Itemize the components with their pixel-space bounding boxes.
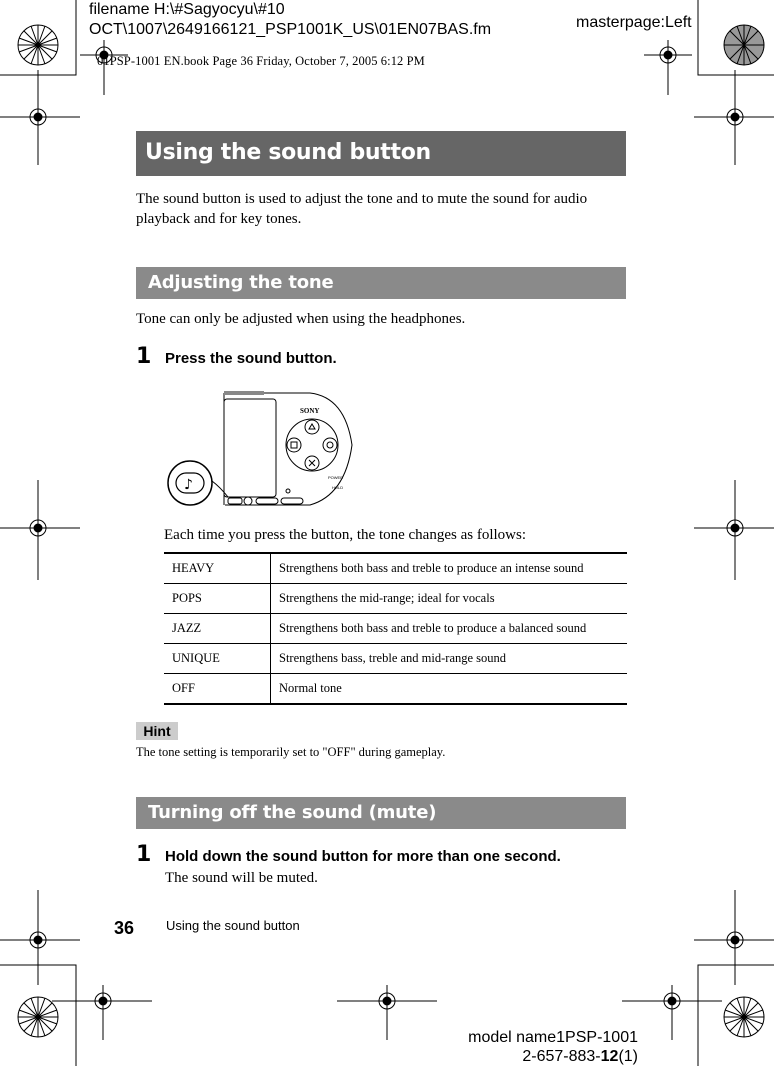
table-row bbox=[164, 614, 627, 644]
intro-line-2: playback and for key tones. bbox=[136, 211, 302, 227]
model-info bbox=[468, 1028, 638, 1066]
hint-text: The tone setting is temporarily set to "OFF" during gameplay. bbox=[136, 745, 446, 759]
brand-logo: SONY bbox=[300, 407, 320, 415]
model-code-prefix: 2-657-883- bbox=[522, 1048, 601, 1065]
tone-mode: UNIQUE bbox=[164, 644, 271, 674]
intro-paragraph bbox=[136, 189, 587, 229]
sound-note-icon: ♪ bbox=[184, 477, 193, 493]
step-detail: The sound will be muted. bbox=[165, 870, 318, 886]
tone-description: Strengthens both bass and treble to produce an intense sound bbox=[279, 561, 584, 575]
table-row bbox=[164, 674, 627, 705]
tone-description: Normal tone bbox=[271, 674, 628, 705]
target-mark-top-right bbox=[724, 25, 764, 65]
tone-table bbox=[164, 552, 627, 705]
step-number: 1 bbox=[136, 344, 152, 369]
table-row bbox=[164, 644, 627, 674]
tone-mode: OFF bbox=[164, 674, 271, 705]
vent-strip bbox=[224, 391, 264, 395]
step-number: 1 bbox=[136, 842, 152, 867]
tone-description: Strengthens the mid-range; ideal for vocals bbox=[271, 584, 628, 614]
section-title-mute: Turning off the sound (mute) bbox=[136, 797, 626, 829]
book-info: 01PSP-1001 EN.book Page 36 Friday, October 7, 2005 6:12 PM bbox=[97, 54, 425, 68]
hint-badge: Hint bbox=[136, 722, 178, 740]
table-intro: Each time you press the button, the tone changes as follows: bbox=[164, 527, 526, 543]
model-line-1: model name1PSP-1001 bbox=[468, 1029, 638, 1046]
tone-mode: JAZZ bbox=[164, 614, 271, 644]
target-mark-top-left bbox=[18, 25, 58, 65]
tone-description: Strengthens both bass and treble to produce a balanced sound bbox=[271, 614, 628, 644]
filename-line-1: filename H:\#Sagyocyu\#10 bbox=[89, 1, 285, 18]
section-title-adjusting-tone: Adjusting the tone bbox=[136, 267, 626, 299]
page-number: 36 bbox=[114, 918, 135, 938]
tone-mode: HEAVY bbox=[164, 553, 271, 584]
intro-line-1: The sound button is used to adjust the tone and to mute the sound for audio bbox=[136, 191, 588, 207]
filename-label bbox=[89, 0, 491, 40]
tone-mode: POPS bbox=[164, 584, 271, 614]
masterpage-label: masterpage:Left bbox=[576, 14, 692, 31]
model-line-2 bbox=[468, 1047, 638, 1066]
table-row bbox=[164, 553, 627, 584]
model-code-bold: 12 bbox=[600, 1048, 619, 1065]
target-mark-bottom-right bbox=[724, 997, 764, 1037]
tone-note: Tone can only be adjusted when using the headphones. bbox=[136, 311, 466, 327]
target-mark-bottom-left bbox=[18, 997, 58, 1037]
power-label: POWER bbox=[328, 475, 344, 480]
filename-line-2: OCT\1007\2649166121_PSP1001K_US\01EN07BAS.fm bbox=[89, 21, 492, 38]
table-row bbox=[164, 584, 627, 614]
hold-label: HOLD bbox=[332, 485, 344, 490]
psp-illustration bbox=[160, 385, 360, 515]
footer-page-title: Using the sound button bbox=[166, 918, 300, 933]
step-text: Press the sound button. bbox=[165, 350, 337, 367]
step-text: Hold down the sound button for more than one second. bbox=[165, 848, 561, 865]
page-title: Using the sound button bbox=[136, 131, 626, 176]
model-code-suffix: (1) bbox=[618, 1048, 638, 1065]
tone-description: Strengthens bass, treble and mid-range sound bbox=[271, 644, 628, 674]
